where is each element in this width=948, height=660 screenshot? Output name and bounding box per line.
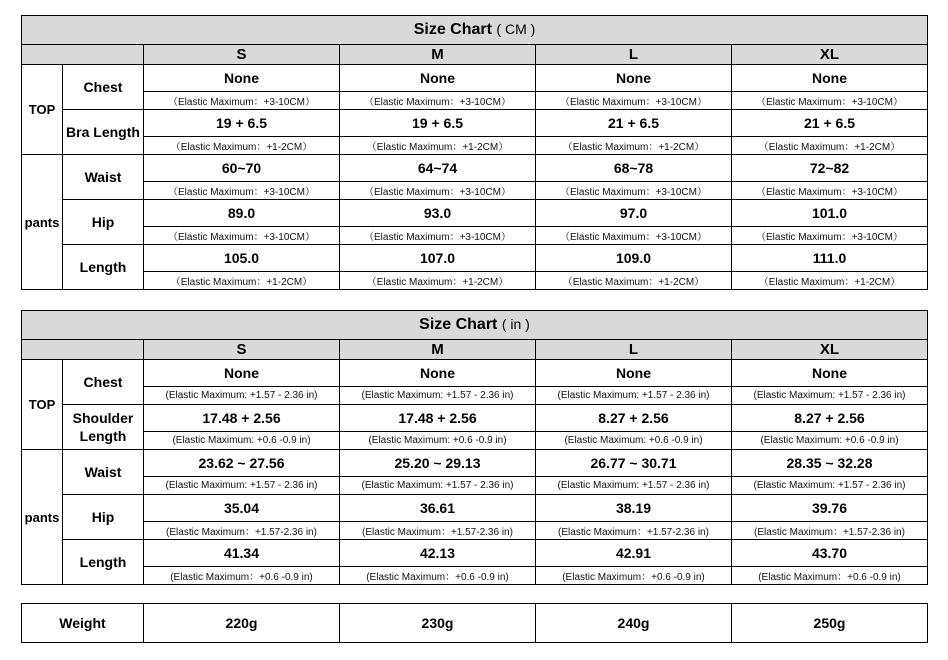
elastic-note: （Elastic Maximum：+1-2CM）: [144, 272, 340, 290]
size-value: None: [732, 65, 928, 92]
elastic-note: (Elastic Maximum: +1.57 - 2.36 in): [144, 477, 340, 495]
elastic-note: （Elastic Maximum：+1-2CM）: [144, 137, 340, 155]
measurement-label: Length: [63, 540, 144, 585]
size-value: None: [340, 65, 536, 92]
size-value: 42.91: [536, 540, 732, 567]
note-row: [22, 567, 928, 585]
size-header: S: [144, 45, 340, 65]
weight-value-s: 220g: [144, 604, 340, 643]
elastic-note: (Elastic Maximum：+1.57-2.36 in): [144, 522, 340, 540]
value-row: [22, 450, 928, 477]
weight-table: [21, 603, 928, 643]
elastic-note: (Elastic Maximum：+1.57-2.36 in): [732, 522, 928, 540]
category-label: pants: [22, 155, 63, 290]
elastic-note: （Elastic Maximum：+3-10CM）: [536, 92, 732, 110]
value-row: [22, 110, 928, 137]
measurement-label: Hip: [63, 200, 144, 245]
note-row: [22, 432, 928, 450]
measurement-label: Waist: [63, 155, 144, 200]
value-row: [22, 245, 928, 272]
elastic-note: （Elastic Maximum：+1-2CM）: [536, 272, 732, 290]
size-value: 42.13: [340, 540, 536, 567]
title-row: [22, 311, 928, 340]
size-chart-in: [21, 310, 928, 585]
elastic-note: （Elastic Maximum：+3-10CM）: [732, 92, 928, 110]
size-value: 41.34: [144, 540, 340, 567]
size-value: 36.61: [340, 495, 536, 522]
size-header: M: [340, 340, 536, 360]
header-blank: [22, 340, 144, 360]
size-value: 25.20 ~ 29.13: [340, 450, 536, 477]
elastic-note: （Elastic Maximum：+1-2CM）: [732, 137, 928, 155]
chart-title: [22, 16, 928, 45]
size-value: 43.70: [732, 540, 928, 567]
size-value: None: [536, 65, 732, 92]
size-value: 105.0: [144, 245, 340, 272]
elastic-note: (Elastic Maximum: +0.6 -0.9 in): [144, 432, 340, 450]
value-row: [22, 155, 928, 182]
value-row: [22, 65, 928, 92]
elastic-note: (Elastic Maximum: +0.6 -0.9 in): [340, 432, 536, 450]
elastic-note: （Elastic Maximum：+1-2CM）: [340, 137, 536, 155]
elastic-note: (Elastic Maximum: +1.57 - 2.36 in): [732, 387, 928, 405]
elastic-note: （Elastic Maximum：+3-10CM）: [144, 92, 340, 110]
elastic-note: (Elastic Maximum：+0.6 -0.9 in): [340, 567, 536, 585]
elastic-note: （Elastic Maximum：+3-10CM）: [340, 227, 536, 245]
size-header: XL: [732, 340, 928, 360]
weight-row: [22, 604, 928, 643]
size-value: 101.0: [732, 200, 928, 227]
weight-value-xl: 250g: [732, 604, 928, 643]
size-value: 21 + 6.5: [536, 110, 732, 137]
elastic-note: (Elastic Maximum：+0.6 -0.9 in): [536, 567, 732, 585]
size-value: 64~74: [340, 155, 536, 182]
chart-unit: ( CM ): [496, 21, 536, 37]
size-value: 109.0: [536, 245, 732, 272]
size-value: 26.77 ~ 30.71: [536, 450, 732, 477]
size-value: 17.48 + 2.56: [144, 405, 340, 432]
elastic-note: (Elastic Maximum: +1.57 - 2.36 in): [536, 387, 732, 405]
size-value: 38.19: [536, 495, 732, 522]
size-header-row: [22, 340, 928, 360]
size-value: 8.27 + 2.56: [732, 405, 928, 432]
note-row: [22, 92, 928, 110]
size-value: 60~70: [144, 155, 340, 182]
size-value: 19 + 6.5: [144, 110, 340, 137]
size-value: 21 + 6.5: [732, 110, 928, 137]
elastic-note: (Elastic Maximum: +1.57 - 2.36 in): [144, 387, 340, 405]
value-row: [22, 540, 928, 567]
chart-title-text: Size Chart: [419, 316, 498, 333]
size-value: 8.27 + 2.56: [536, 405, 732, 432]
elastic-note: （Elastic Maximum：+3-10CM）: [732, 182, 928, 200]
elastic-note: (Elastic Maximum: +1.57 - 2.36 in): [340, 387, 536, 405]
size-value: None: [144, 360, 340, 387]
size-value: 93.0: [340, 200, 536, 227]
measurement-label: Chest: [63, 360, 144, 405]
size-value: None: [732, 360, 928, 387]
size-value: 17.48 + 2.56: [340, 405, 536, 432]
note-row: [22, 137, 928, 155]
elastic-note: （Elastic Maximum：+3-10CM）: [144, 227, 340, 245]
note-row: [22, 272, 928, 290]
size-value: 23.62 ~ 27.56: [144, 450, 340, 477]
elastic-note: (Elastic Maximum: +1.57 - 2.36 in): [340, 477, 536, 495]
size-value: None: [536, 360, 732, 387]
measurement-label: Shoulder Length: [63, 405, 144, 450]
size-chart-cm: [21, 15, 928, 290]
note-row: [22, 387, 928, 405]
size-value: 39.76: [732, 495, 928, 522]
note-row: [22, 477, 928, 495]
size-header: XL: [732, 45, 928, 65]
elastic-note: （Elastic Maximum：+3-10CM）: [340, 92, 536, 110]
measurement-label: Waist: [63, 450, 144, 495]
elastic-note: （Elastic Maximum：+3-10CM）: [732, 227, 928, 245]
size-value: 19 + 6.5: [340, 110, 536, 137]
note-row: [22, 227, 928, 245]
size-value: 68~78: [536, 155, 732, 182]
elastic-note: （Elastic Maximum：+3-10CM）: [536, 227, 732, 245]
elastic-note: (Elastic Maximum: +0.6 -0.9 in): [732, 432, 928, 450]
size-header: S: [144, 340, 340, 360]
size-header: L: [536, 340, 732, 360]
value-row: [22, 405, 928, 432]
elastic-note: (Elastic Maximum：+0.6 -0.9 in): [732, 567, 928, 585]
size-value: 107.0: [340, 245, 536, 272]
size-value: 28.35 ~ 32.28: [732, 450, 928, 477]
elastic-note: （Elastic Maximum：+3-10CM）: [144, 182, 340, 200]
value-row: [22, 200, 928, 227]
category-label: TOP: [22, 360, 63, 450]
elastic-note: (Elastic Maximum: +1.57 - 2.36 in): [732, 477, 928, 495]
value-row: [22, 495, 928, 522]
elastic-note: （Elastic Maximum：+3-10CM）: [340, 182, 536, 200]
note-row: [22, 182, 928, 200]
weight-value-m: 230g: [340, 604, 536, 643]
elastic-note: （Elastic Maximum：+1-2CM）: [536, 137, 732, 155]
elastic-note: (Elastic Maximum: +0.6 -0.9 in): [536, 432, 732, 450]
chart-title-text: Size Chart: [413, 21, 492, 38]
measurement-label: Bra Length: [63, 110, 144, 155]
elastic-note: (Elastic Maximum：+1.57-2.36 in): [340, 522, 536, 540]
chart-unit: ( in ): [501, 316, 530, 332]
elastic-note: （Elastic Maximum：+1-2CM）: [732, 272, 928, 290]
measurement-label: Hip: [63, 495, 144, 540]
size-value: None: [144, 65, 340, 92]
title-row: [22, 16, 928, 45]
weight-label: Weight: [22, 604, 144, 643]
chart-title: [22, 311, 928, 340]
category-label: TOP: [22, 65, 63, 155]
size-value: None: [340, 360, 536, 387]
note-row: [22, 522, 928, 540]
elastic-note: (Elastic Maximum: +1.57 - 2.36 in): [536, 477, 732, 495]
size-value: 35.04: [144, 495, 340, 522]
size-value: 111.0: [732, 245, 928, 272]
value-row: [22, 360, 928, 387]
category-label: pants: [22, 450, 63, 585]
measurement-label: Chest: [63, 65, 144, 110]
header-blank: [22, 45, 144, 65]
size-value: 97.0: [536, 200, 732, 227]
elastic-note: (Elastic Maximum：+0.6 -0.9 in): [144, 567, 340, 585]
elastic-note: （Elastic Maximum：+1-2CM）: [340, 272, 536, 290]
size-value: 72~82: [732, 155, 928, 182]
size-header-row: [22, 45, 928, 65]
measurement-label: Length: [63, 245, 144, 290]
size-value: 89.0: [144, 200, 340, 227]
elastic-note: (Elastic Maximum：+1.57-2.36 in): [536, 522, 732, 540]
weight-value-l: 240g: [536, 604, 732, 643]
size-header: M: [340, 45, 536, 65]
elastic-note: （Elastic Maximum：+3-10CM）: [536, 182, 732, 200]
size-header: L: [536, 45, 732, 65]
